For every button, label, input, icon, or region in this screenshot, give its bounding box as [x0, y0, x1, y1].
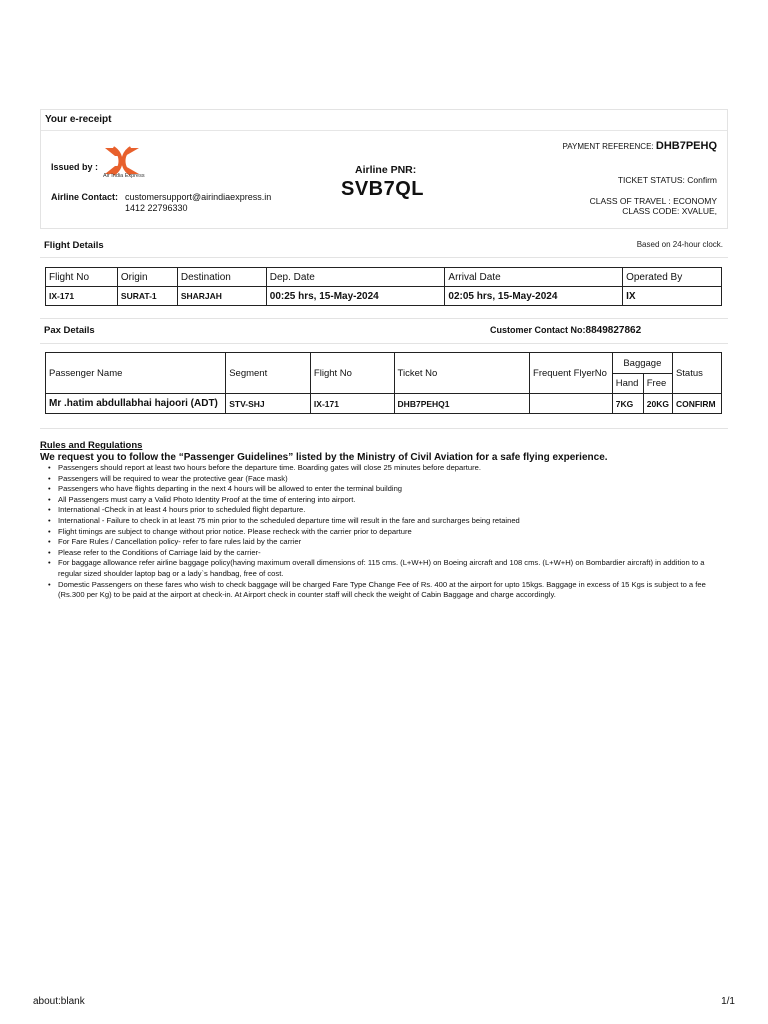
table-header-row — [46, 353, 722, 374]
divider — [41, 130, 727, 131]
column-header: Arrival Date — [445, 268, 623, 287]
rules-list — [48, 463, 730, 601]
origin-cell: SURAT-1 — [117, 287, 177, 306]
column-header: Flight No — [46, 268, 118, 287]
clock-note: Based on 24-hour clock. — [636, 240, 723, 249]
customer-contact-label: Customer Contact No: — [490, 325, 586, 335]
column-header: Destination — [177, 268, 266, 287]
column-header: Frequent FlyerNo — [530, 353, 613, 394]
operated-by-cell: IX — [623, 287, 722, 306]
payment-reference-label: PAYMENT REFERENCE: — [562, 142, 654, 151]
page-url: about:blank — [33, 996, 85, 1007]
list-item: • All Passengers must carry a Valid Photo Identity Proof at the time of entering into airport. — [48, 495, 730, 506]
airline-contact-label: Airline Contact: — [51, 192, 119, 202]
ticket-status: TICKET STATUS: Confirm — [617, 175, 717, 185]
airline-contact-phone: 1412 22796330 — [125, 203, 188, 213]
segment-cell: STV-SHJ — [226, 394, 311, 414]
pnr-label: Airline PNR: — [355, 164, 417, 176]
divider — [40, 318, 728, 319]
free-baggage-cell: 20KG — [643, 394, 672, 414]
customer-contact — [490, 325, 641, 336]
list-item: • Flight timings are subject to change without prior notice. Please recheck with the carrier prior to departure — [48, 527, 730, 538]
column-header: Baggage — [612, 353, 672, 374]
list-item: • Passengers who have flights departing in the next 4 hours will be allowed to enter the terminal building — [48, 484, 730, 495]
list-item: • For Fare Rules / Cancellation policy- refer to fare rules laid by the carrier — [48, 537, 730, 548]
table-header-row — [46, 268, 722, 287]
receipt-title: Your e-receipt — [45, 114, 112, 125]
column-header: Ticket No — [394, 353, 529, 394]
rules-section — [40, 440, 730, 601]
list-item: • Domestic Passengers on these fares who wish to check baggage will be charged Fare Type Change Fee of Rs. 400 at the airport for upto 15kgs. Baggage in excess of 15 Kgs is subject to a fee (Rs.300 per Kg) to be paid at the airport at check-in. At Airport check in counter staff will check the weight of Cabin Baggage and charge accordingly. — [48, 580, 730, 601]
pax-details-title: Pax Details — [44, 325, 95, 336]
column-header: Passenger Name — [46, 353, 226, 394]
column-header: Flight No — [310, 353, 394, 394]
divider — [40, 257, 728, 258]
rules-heading: Rules and Regulations — [40, 440, 143, 451]
column-header: Hand — [612, 374, 643, 394]
issued-by-label: Issued by : — [51, 162, 99, 172]
class-of-travel: CLASS OF TRAVEL : ECONOMY — [589, 196, 717, 206]
receipt-header — [40, 109, 728, 229]
customer-contact-value: 8849827862 — [585, 325, 642, 336]
flight-no-cell: IX-171 — [46, 287, 118, 306]
column-header: Free — [643, 374, 672, 394]
divider — [40, 428, 728, 429]
list-item: • Please refer to the Conditions of Carriage laid by the carrier- — [48, 548, 730, 559]
airline-contact-email: customersupport@airindiaexpress.in — [125, 192, 272, 202]
payment-reference-value: DHB7PEHQ — [655, 140, 717, 152]
divider — [40, 343, 728, 344]
status-cell: CONFIRM — [672, 394, 721, 414]
class-code: CLASS CODE: XVALUE, — [622, 206, 717, 216]
page-number: 1/1 — [721, 996, 735, 1007]
logo-caption: Air India Express — [103, 173, 145, 179]
departure-date-cell: 00:25 hrs, 15-May-2024 — [266, 287, 445, 306]
pnr-value: SVB7QL — [341, 178, 425, 200]
column-header: Operated By — [623, 268, 722, 287]
list-item: • Passengers should report at least two hours before the departure time. Boarding gates will close 25 minutes before departure. — [48, 463, 730, 474]
list-item: • Passengers will be required to wear the protective gear (Face mask) — [48, 474, 730, 485]
pax-details-table — [45, 352, 722, 414]
rules-intro: We request you to follow the “Passenger Guidelines” listed by the Ministry of Civil Aviation for a safe flying experience. — [40, 452, 608, 463]
column-header: Dep. Date — [266, 268, 445, 287]
column-header: Origin — [117, 268, 177, 287]
payment-reference — [563, 140, 717, 152]
flight-no-cell: IX-171 — [310, 394, 394, 414]
list-item: • For baggage allowance refer airline baggage policy(having maximum overall dimensions of: 115 cms. (L+W+H) on Boeing aircraft and 108 cms. (L+W+H) on Bombardier aircraft) in addition to a regular sized shoulder laptop bag or a lady`s handbag, free of cost. — [48, 558, 730, 579]
column-header: Segment — [226, 353, 311, 394]
arrival-date-cell: 02:05 hrs, 15-May-2024 — [445, 287, 623, 306]
column-header: Status — [672, 353, 721, 394]
table-row — [46, 394, 722, 414]
table-row — [46, 287, 722, 306]
list-item: • International -Check in at least 4 hours prior to scheduled flight departure. — [48, 505, 730, 516]
travel-class-info — [590, 196, 717, 216]
passenger-name-cell: Mr .hatim abdullabhai hajoori (ADT) — [46, 394, 226, 414]
ticket-no-cell: DHB7PEHQ1 — [394, 394, 529, 414]
destination-cell: SHARJAH — [177, 287, 266, 306]
flight-details-table — [45, 267, 722, 306]
flight-details-title: Flight Details — [44, 240, 104, 251]
hand-baggage-cell: 7KG — [612, 394, 643, 414]
list-item: • International - Failure to check in at least 75 min prior to the scheduled departure time will result in the fare and surcharges being retained — [48, 516, 730, 527]
frequent-flyer-cell — [530, 394, 613, 414]
